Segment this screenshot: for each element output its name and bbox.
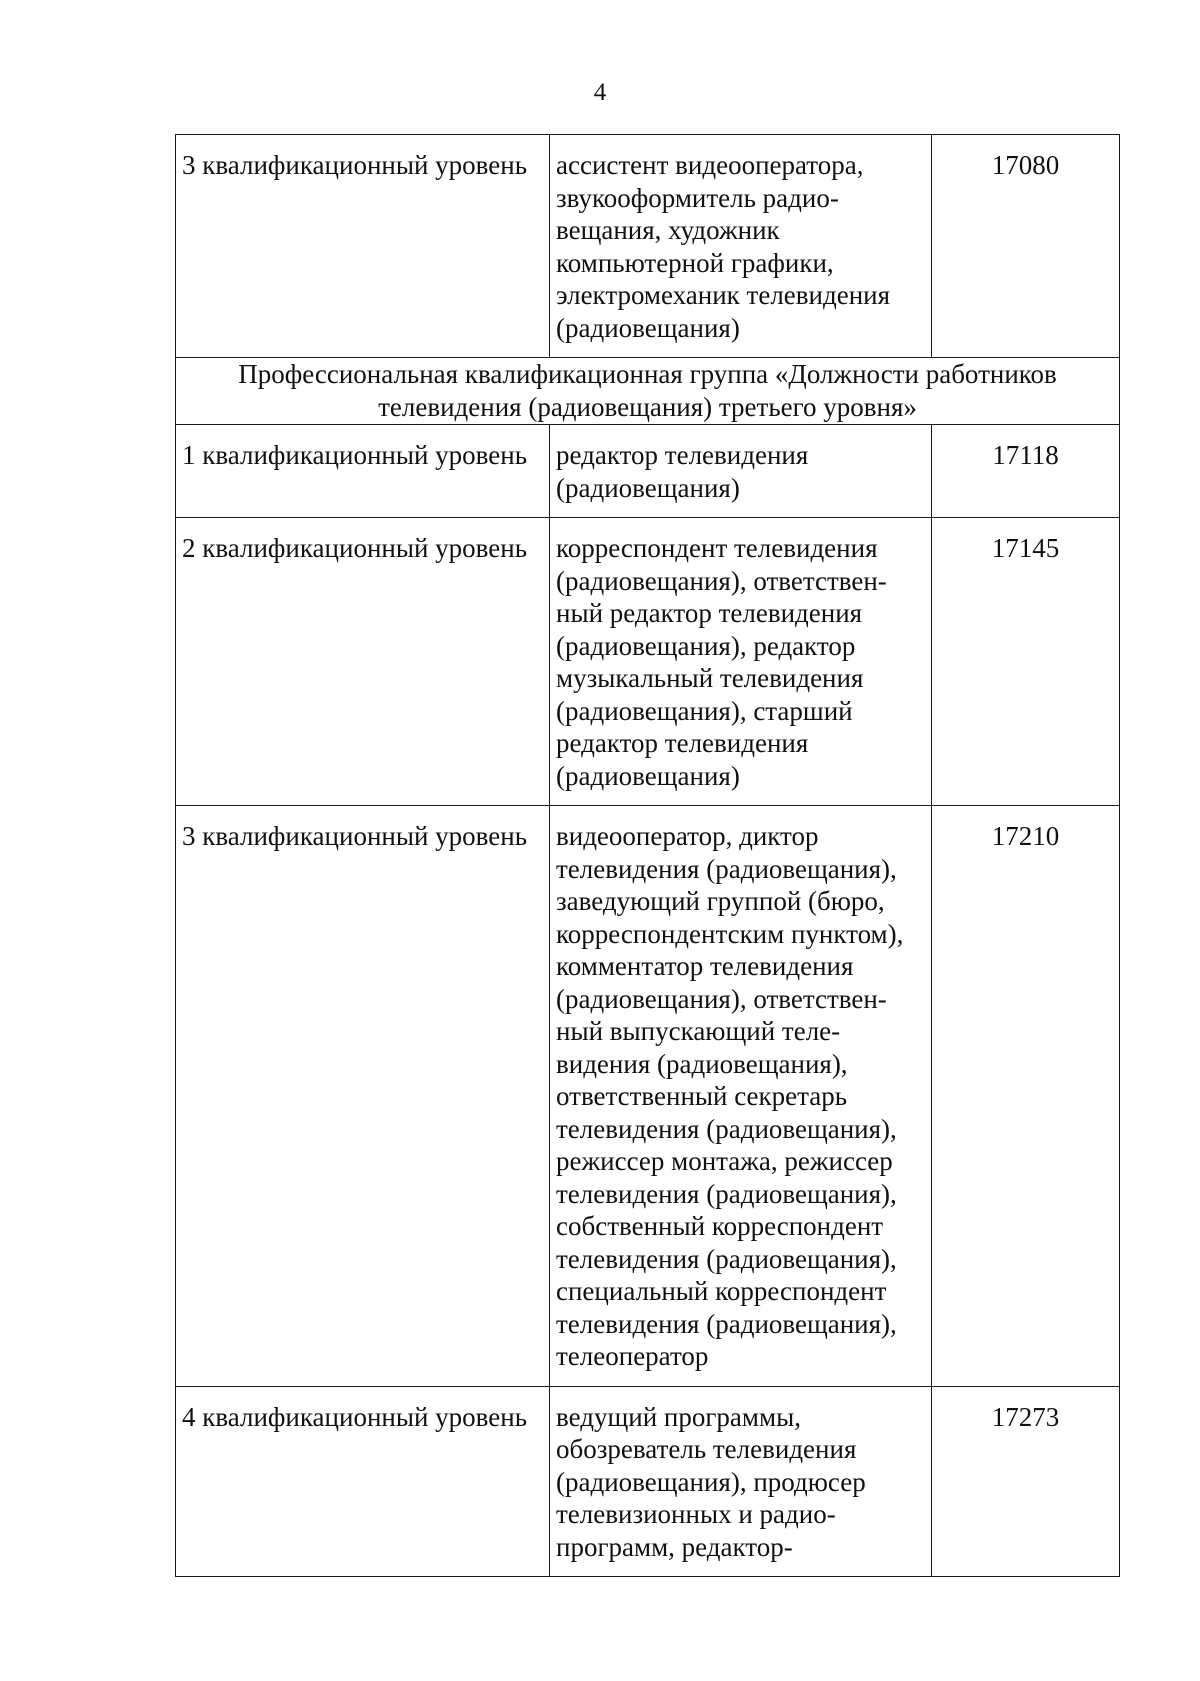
positions-cell [550,1386,932,1577]
position-line: (радиовещания), редактор [556,630,856,661]
positions-cell [550,518,932,806]
position-line: заведующий группой (бюро, [556,886,885,916]
position-line: телеоператор [556,1341,709,1371]
position-line: корреспондентским пунктом), [556,918,904,949]
position-line: электромеханик телевидения [556,280,891,310]
position-line: (радиовещания) [556,312,740,343]
level-label: 1 квалификационный уровень [182,440,528,470]
number-value: 17210 [991,821,1060,851]
position-line: телевидения (радиовещания), [556,1308,897,1339]
number-value: 17273 [991,1401,1060,1432]
level-label: 4 квалификационный уровень [182,1401,528,1432]
position-line: обозреватель телевидения [556,1434,857,1464]
position-line: (радиовещания), продюсер [556,1466,866,1497]
number-value: 17145 [991,533,1060,563]
position-line: телевидения (радиовещания), [556,1113,897,1144]
level-cell [176,806,550,1387]
level-label: 3 квалификационный уровень [182,150,528,180]
positions-cell [550,425,932,518]
position-line: (радиовещания), старший [556,695,853,726]
number-cell [932,806,1120,1387]
position-line: видения (радиовещания), [556,1048,848,1079]
position-line: видеооператор, диктор [556,821,819,851]
position-line: (радиовещания) [556,760,740,791]
position-line: (радиовещания), ответствен- [556,565,887,596]
qualification-table [175,134,1120,1577]
table-row [176,806,1120,1387]
position-line: телевидения (радиовещания), [556,1178,897,1209]
position-line: режиссер монтажа, режиссер [556,1146,893,1176]
level-label: 2 квалификационный уровень [182,533,528,563]
position-line: компьютерной графики, [556,247,834,278]
positions-cell [550,135,932,358]
number-cell [932,518,1120,806]
number-cell [932,135,1120,358]
position-line: ведущий программы, [556,1401,801,1432]
positions-text [550,135,931,357]
position-line: программ, редактор- [556,1531,793,1562]
position-line: телевидения (радиовещания), [556,1243,897,1274]
positions-text [550,1387,931,1577]
position-line: (радиовещания), ответствен- [556,983,887,1014]
group-header-row [176,358,1120,425]
position-line: специальный корреспондент [556,1276,887,1306]
table-row [176,135,1120,358]
position-line: ассистент видеооператора, [556,150,864,180]
table-row [176,1386,1120,1577]
number-cell [932,1386,1120,1577]
group-header [176,358,1120,425]
position-line: телевизионных и радио- [556,1499,836,1529]
number-value: 17118 [992,440,1059,470]
position-line: собственный корреспондент [556,1211,884,1241]
position-line: редактор телевидения [556,728,809,758]
group-header-line: Профессиональная квалификационная группа «Должности работников [238,359,1057,389]
positions-text [550,806,931,1386]
level-label: 3 квалификационный уровень [182,821,528,851]
positions-text [550,518,931,805]
position-line: ный редактор телевидения [556,598,863,628]
position-line: музыкальный телевидения [556,663,864,693]
position-line: редактор телевидения [556,440,809,470]
positions-cell [550,806,932,1387]
level-cell [176,1386,550,1577]
table-row [176,518,1120,806]
positions-text [550,425,931,517]
position-line: ответственный секретарь [556,1081,848,1111]
position-line: корреспондент телевидения [556,533,878,563]
position-line: (радиовещания) [556,472,740,503]
level-cell [176,425,550,518]
number-value: 17080 [991,150,1060,180]
position-line: телевидения (радиовещания), [556,853,897,884]
group-header-line: телевидения (радиовещания) третьего уровня» [378,392,917,422]
level-cell [176,518,550,806]
page-number: 4 [593,79,607,106]
position-line: ный выпускающий теле- [556,1016,841,1046]
number-cell [932,425,1120,518]
table-row [176,425,1120,518]
position-line: комментатор телевидения [556,951,854,981]
level-cell [176,135,550,358]
position-line: звукооформитель радио- [556,182,839,213]
position-line: вещания, художник [556,215,780,245]
